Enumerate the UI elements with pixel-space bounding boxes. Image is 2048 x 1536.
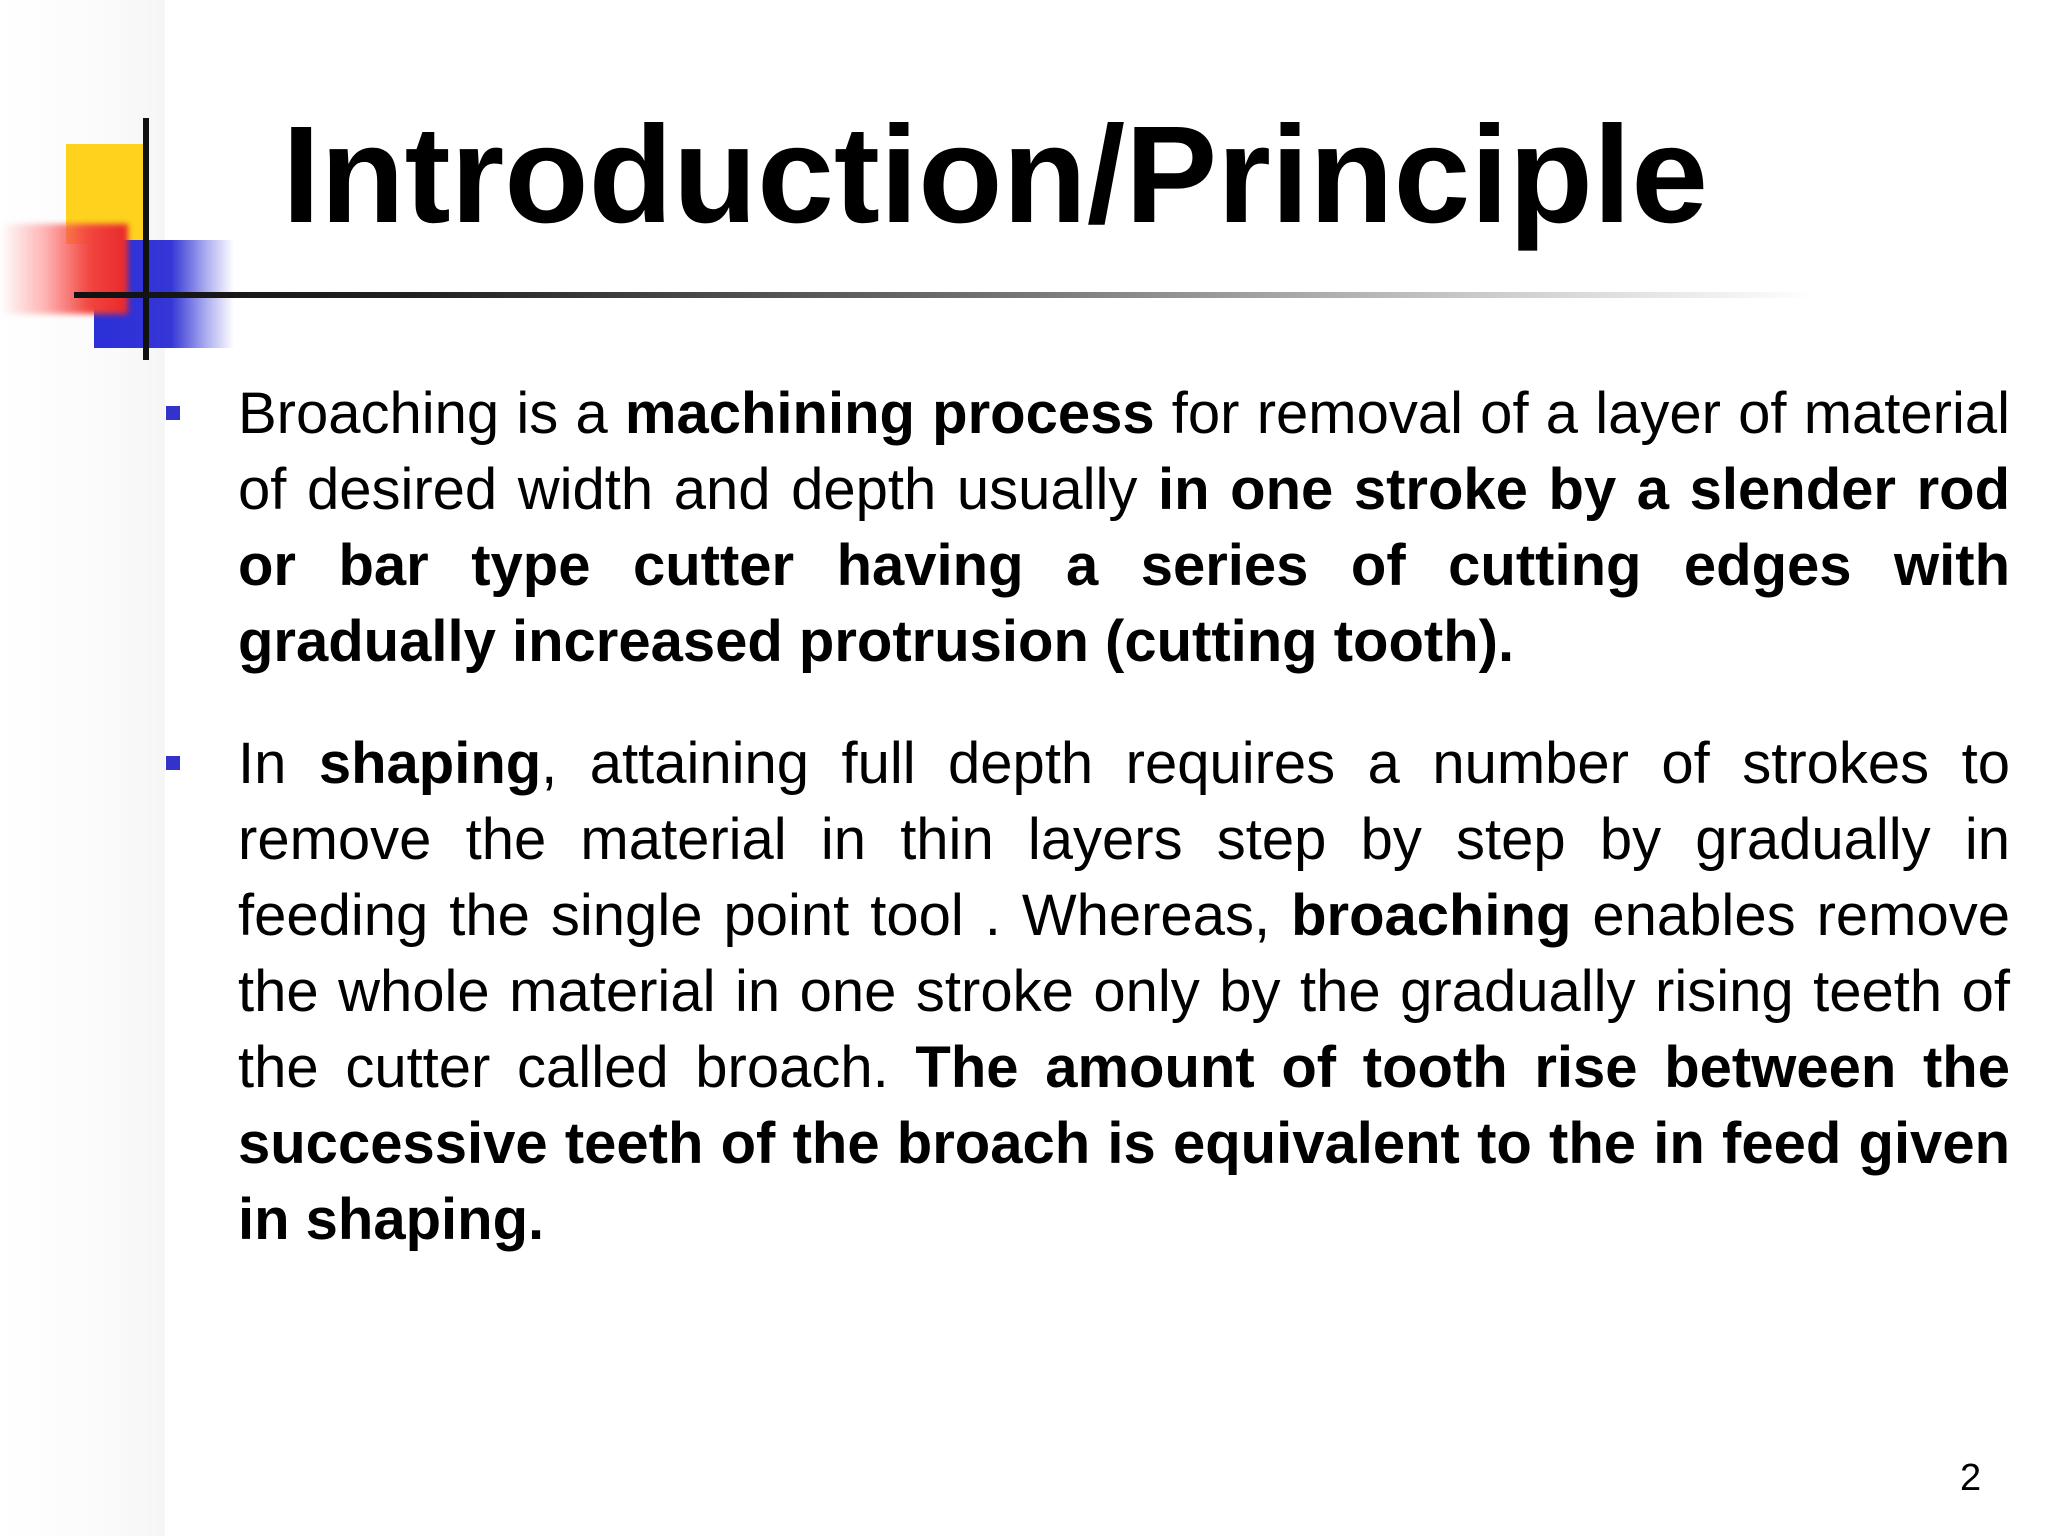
text-segment-bold: The amount of tooth rise between the successive teeth of the broach is equivalent to the in feed given in shaping. — [238, 1035, 2010, 1252]
text-segment: for removal of a layer of material of desired width and depth usually — [238, 381, 2010, 522]
text-segment-bold: in one stroke by a slender rod or bar type cutter having a series of cutting edges with gradually increased protrusion (cutting tooth). — [238, 457, 2010, 674]
text-segment-bold: broaching — [1291, 883, 1572, 948]
bullet-text — [238, 381, 2010, 674]
bullet-square-icon — [166, 756, 180, 770]
bullet-item-shaping — [160, 726, 2010, 1258]
text-segment-bold: shaping — [318, 731, 542, 796]
decorative-vertical-line — [143, 118, 149, 360]
bullet-item-broaching — [160, 376, 2010, 680]
bullet-square-icon — [166, 406, 180, 420]
text-segment: In — [238, 731, 319, 796]
text-segment-bold: machining process — [624, 381, 1155, 446]
text-segment: , attaining full depth requires a number of strokes to remove the material in thin layers step by step by gradually in feeding the single point tool . Whereas, — [238, 731, 2010, 948]
text-segment: Broaching is a — [238, 381, 625, 446]
text-segment: enables remove the whole material in one stroke only by the gradually rising teeth of the cutter called broach. — [238, 883, 2010, 1100]
title-underline — [74, 292, 1814, 298]
slide-title: Introduction/Principle — [282, 98, 1709, 252]
bullet-list — [160, 376, 2010, 1304]
bullet-text — [238, 731, 2010, 1252]
decorative-red-square — [0, 224, 128, 314]
page-number: 2 — [1960, 1457, 1982, 1499]
